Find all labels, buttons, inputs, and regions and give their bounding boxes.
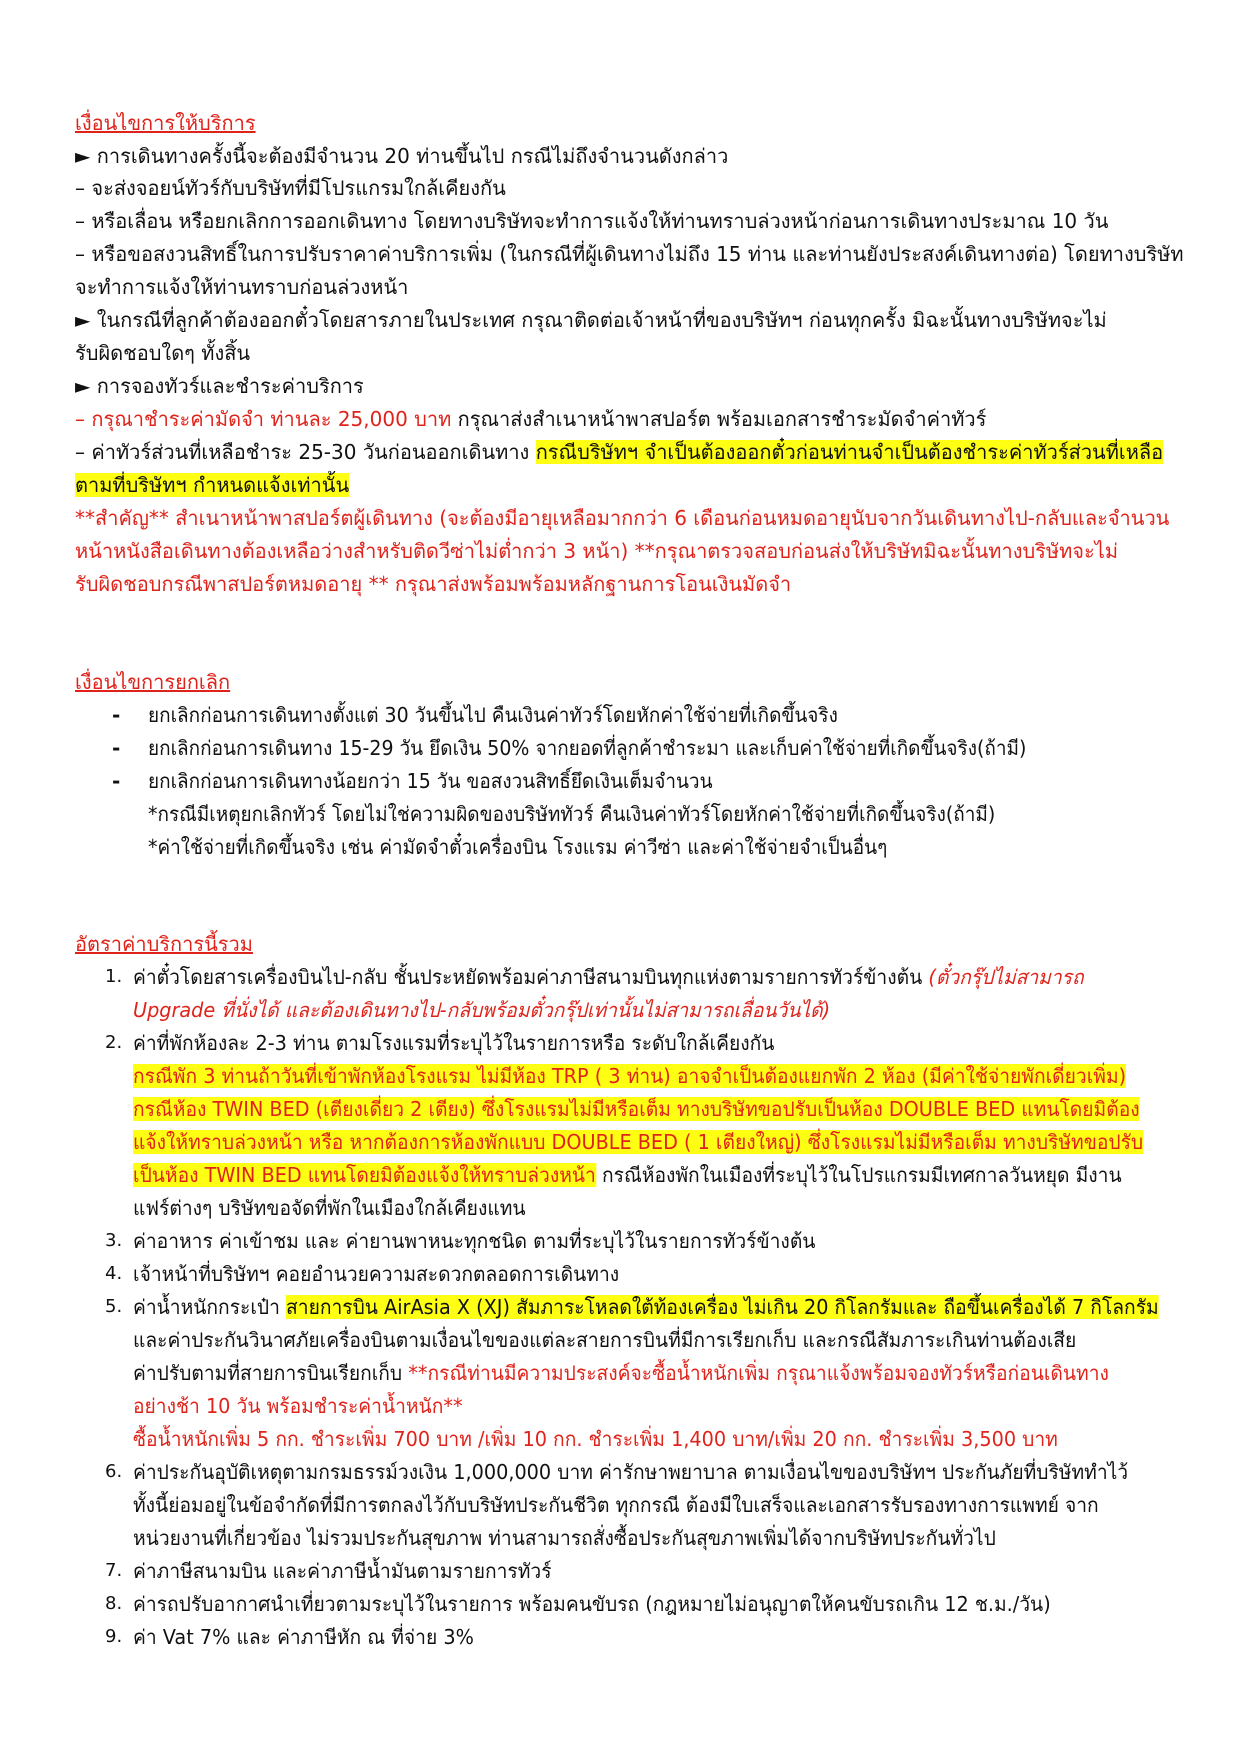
room-note-line (133, 1159, 1200, 1191)
list-number: 7. (105, 1560, 123, 1581)
list-number: 9. (105, 1626, 123, 1647)
highlighted-text: สายการบิน AirAsia X (XJ) สัมภาระโหลดใต้ท้องเครื่อง ไม่เกิน 20 กิโลกรัมและ ถือขึ้นเครื่องได้ 7 กิโลกรัม (286, 1295, 1159, 1319)
paragraph-line: รับผิดชอบใดๆ ทั้งสิ้น (75, 341, 251, 365)
item-text-cont: หน่วยงานที่เกี่ยวข้อง ไม่รวมประกันสุขภาพ ท่านสามารถสั่งซื้อประกันสุขภาพเพิ่มได้จากบริษัทประกันทั่วไป (133, 1526, 996, 1550)
bullet-dash: - (112, 769, 121, 793)
balance-text: – ค่าทัวร์ส่วนที่เหลือชำระ 25-30 วันก่อนออกเดินทาง (75, 440, 536, 464)
list-number: 2. (105, 1032, 123, 1053)
deposit-line (75, 403, 1185, 435)
list-item: ยกเลิกก่อนการเดินทาง 15-29 วัน ยึดเงิน 50% จากยอดที่ลูกค้าชำระมา และเก็บค่าใช้จ่ายที่เกิดขึ้นจริง(ถ้ามี) (148, 736, 1027, 760)
note-line: *กรณีมีเหตุยกเลิกทัวร์ โดยไม่ใช่ความผิดของบริษัททัวร์ คืนเงินค่าทัวร์โดยหักค่าใช้จ่ายที่เกิดขึ้นจริง(ถ้ามี) (148, 802, 996, 826)
balance-line-cont (75, 469, 1185, 501)
item-text-cont: และค่าประกันวินาศภัยเครื่องบินตามเงื่อนไขของแต่ละสายการบินที่มีการเรียกเก็บ และกรณีสัมภาระเกินท่านต้องเสีย (133, 1328, 1077, 1352)
item-note-cont: Upgrade ที่นั่งได้ และต้องเดินทางไป-กลับพร้อมตั๋วกรุ๊ปเท่านั้นไม่สามารถเลื่อนวันได้) (133, 998, 831, 1022)
item-text-cont: แฟร์ต่างๆ บริษัทขอจัดที่พักในเมืองใกล้เคียงแทน (133, 1196, 526, 1220)
section-heading-included: อัตราค่าบริการนี้รวม (75, 932, 253, 956)
paragraph-line: – หรือเลื่อน หรือยกเลิกการออกเดินทาง โดยทางบริษัทจะทำการแจ้งให้ท่านทราบล่วงหน้าก่อนการเดินทางประมาณ 10 วัน (75, 209, 1109, 233)
list-number: 3. (105, 1230, 123, 1251)
included-item-8: ค่ารถปรับอากาศนำเที่ยวตามระบุไว้ในรายการ พร้อมคนขับรถ (กฎหมายไม่อนุญาตให้คนขับรถเกิน 12 ช.ม./วัน) (133, 1592, 1051, 1616)
included-item-5 (133, 1291, 1200, 1323)
list-number: 6. (105, 1461, 123, 1482)
highlighted-text: ตามที่บริษัทฯ กำหนดแจ้งเท่านั้น (75, 473, 350, 497)
paragraph-line: – หรือขอสงวนสิทธิ์ในการปรับราคาค่าบริการเพิ่ม (ในกรณีที่ผู้เดินทางไม่ถึง 15 ท่าน และท่านยังประสงค์เดินทางต่อ) โดยทางบริษัท (75, 242, 1184, 266)
item-text: ค่าตั๋วโดยสารเครื่องบินไป-กลับ ชั้นประหยัดพร้อมค่าภาษีสนามบินทุกแห่งตามรายการทัวร์ข้างต้น (133, 965, 929, 989)
paragraph-line: จะทำการแจ้งให้ท่านทราบก่อนล่วงหน้า (75, 275, 409, 299)
balance-line (75, 436, 1185, 468)
list-number: 4. (105, 1263, 123, 1284)
item-text-cont (133, 1357, 1200, 1389)
paragraph-line: ► การจองทัวร์และชำระค่าบริการ (75, 374, 364, 398)
included-item-2: ค่าที่พักห้องละ 2-3 ท่าน ตามโรงแรมที่ระบุไว้ในรายการหรือ ระดับใกล้เคียงกัน (133, 1031, 775, 1055)
included-item-4: เจ้าหน้าที่บริษัทฯ คอยอำนวยความสะดวกตลอดการเดินทาง (133, 1262, 620, 1286)
list-number: 8. (105, 1593, 123, 1614)
included-item-3: ค่าอาหาร ค่าเข้าชม และ ค่ายานพาหนะทุกชนิด ตามที่ระบุไว้ในรายการทัวร์ข้างต้น (133, 1229, 816, 1253)
note-line: *ค่าใช้จ่ายที่เกิดขึ้นจริง เช่น ค่ามัดจำตั๋วเครื่องบิน โรงแรม ค่าวีซ่า และค่าใช้จ่ายจำเป็นอื่นๆ (148, 835, 888, 859)
bullet-dash: - (112, 703, 121, 727)
paragraph-line: – จะส่งจอยน์ทัวร์กับบริษัทที่มีโปรแกรมใกล้เคียงกัน (75, 176, 506, 200)
list-item: ยกเลิกก่อนการเดินทางน้อยกว่า 15 วัน ขอสงวนสิทธิ์ยึดเงินเต็มจำนวน (148, 769, 713, 793)
room-note-line (133, 1126, 1200, 1158)
included-item-1 (133, 961, 1200, 993)
item-note: (ตั๋วกรุ๊ปไม่สามารถ (928, 965, 1084, 989)
item-text: ค่าน้ำหนักกระเป๋า (133, 1295, 287, 1319)
item-text: ค่าปรับตามที่สายการบินเรียกเก็บ (133, 1361, 409, 1385)
paragraph-line: ► การเดินทางครั้งนี้จะต้องมีจำนวน 20 ท่านขึ้นไป กรณีไม่ถึงจำนวนดังกล่าว (75, 144, 729, 168)
passport-notice-line: **สำคัญ** สำเนาหน้าพาสปอร์ตผู้เดินทาง (จะต้องมีอายุเหลือมากกว่า 6 เดือนก่อนหมดอายุนับจากวันเดินทางไป-กลับและจำนวน (75, 506, 1170, 530)
included-item-9: ค่า Vat 7% และ ค่าภาษีหัก ณ ที่จ่าย 3% (133, 1625, 474, 1649)
highlighted-text: กรณีพัก 3 ท่านถ้าวันที่เข้าพักห้องโรงแรม ไม่มีห้อง TRP ( 3 ท่าน) อาจจำเป็นต้องแยกพัก 2 ห้อง (มีค่าใช้จ่ายพักเดี่ยวเพิ่ม) (133, 1064, 1127, 1088)
passport-notice-line: หน้าหนังสือเดินทางต้องเหลือว่างสำหรับติดวีซ่าไม่ต่ำกว่า 3 หน้า) **กรุณาตรวจสอบก่อนส่งให้บริษัทมิฉะนั้นทางบริษัทจะไม่ (75, 539, 1118, 563)
highlighted-text: เป็นห้อง TWIN BED แทนโดยมิต้องแจ้งให้ทราบล่วงหน้า (133, 1163, 596, 1187)
highlighted-text: กรณีบริษัทฯ จำเป็นต้องออกตั๋วก่อนท่านจำเป็นต้องชำระค่าทัวร์ส่วนที่เหลือ (535, 440, 1164, 464)
item-text: กรณีห้องพักในเมืองที่ระบุไว้ในโปรแกรมมีเทศกาลวันหยุด มีงาน (595, 1163, 1122, 1187)
passport-notice-line: รับผิดชอบกรณีพาสปอร์ตหมดอายุ ** กรุณาส่งพร้อมพร้อมหลักฐานการโอนเงินมัดจำ (75, 572, 792, 596)
paragraph-line: ► ในกรณีที่ลูกค้าต้องออกตั๋วโดยสารภายในประเทศ กรุณาติดต่อเจ้าหน้าที่ของบริษัทฯ ก่อนทุกครั้ง มิฉะนั้นทางบริษัทจะไม่ (75, 308, 1107, 332)
baggage-note-cont: อย่างช้า 10 วัน พร้อมชำระค่าน้ำหนัก** (133, 1394, 463, 1418)
deposit-amount-text: – กรุณาชำระค่ามัดจำ ท่านละ 25,000 บาท (75, 407, 452, 431)
room-note-line (133, 1093, 1200, 1125)
bullet-dash: - (112, 736, 121, 760)
baggage-price-line: ซื้อน้ำหนักเพิ่ม 5 กก. ชำระเพิ่ม 700 บาท /เพิ่ม 10 กก. ชำระเพิ่ม 1,400 บาท/เพิ่ม 20 กก. ชำระเพิ่ม 3,500 บาท (133, 1427, 1058, 1451)
room-note-line (133, 1060, 1200, 1092)
highlighted-text: แจ้งให้ทราบล่วงหน้า หรือ หากต้องการห้องพักแบบ DOUBLE BED ( 1 เตียงใหญ่) ซึ่งโรงแรมไม่มีหรือเต็ม ทางบริษัทขอปรับ (133, 1130, 1144, 1154)
included-item-6: ค่าประกันอุบัติเหตุตามกรมธรรม์วงเงิน 1,000,000 บาท ค่ารักษาพยาบาล ตามเงื่อนไขของบริษัทฯ ประกันภัยที่บริษัททำไว้ (133, 1460, 1129, 1484)
list-item: ยกเลิกก่อนการเดินทางตั้งแต่ 30 วันขึ้นไป คืนเงินค่าทัวร์โดยหักค่าใช้จ่ายที่เกิดขึ้นจริง (148, 703, 838, 727)
section-heading-cancellation: เงื่อนไขการยกเลิก (75, 670, 231, 694)
list-number: 1. (105, 966, 123, 987)
item-text-cont: ทั้งนี้ย่อมอยู่ในข้อจำกัดที่มีการตกลงไว้กับบริษัทประกันชีวิต ทุกกรณี ต้องมีใบเสร็จและเอกสารรับรองทางการแพทย์ จาก (133, 1493, 1099, 1517)
highlighted-text: กรณีห้อง TWIN BED (เตียงเดี่ยว 2 เตียง) ซึ่งโรงแรมไม่มีหรือเต็ม ทางบริษัทขอปรับเป็นห้อง DOUBLE BED แทนโดยมิต้อง (133, 1097, 1140, 1121)
section-heading-service-conditions: เงื่อนไขการให้บริการ (75, 111, 256, 135)
list-number: 5. (105, 1296, 123, 1317)
baggage-note: **กรณีท่านมีความประสงค์จะซื้อน้ำหนักเพิ่ม กรุณาแจ้งพร้อมจองทัวร์หรือก่อนเดินทาง (408, 1361, 1109, 1385)
included-item-7: ค่าภาษีสนามบิน และค่าภาษีน้ำมันตามรายการทัวร์ (133, 1559, 552, 1583)
deposit-instruction-text: กรุณาส่งสำเนาหน้าพาสปอร์ต พร้อมเอกสารชำระมัดจำค่าทัวร์ (451, 407, 987, 431)
